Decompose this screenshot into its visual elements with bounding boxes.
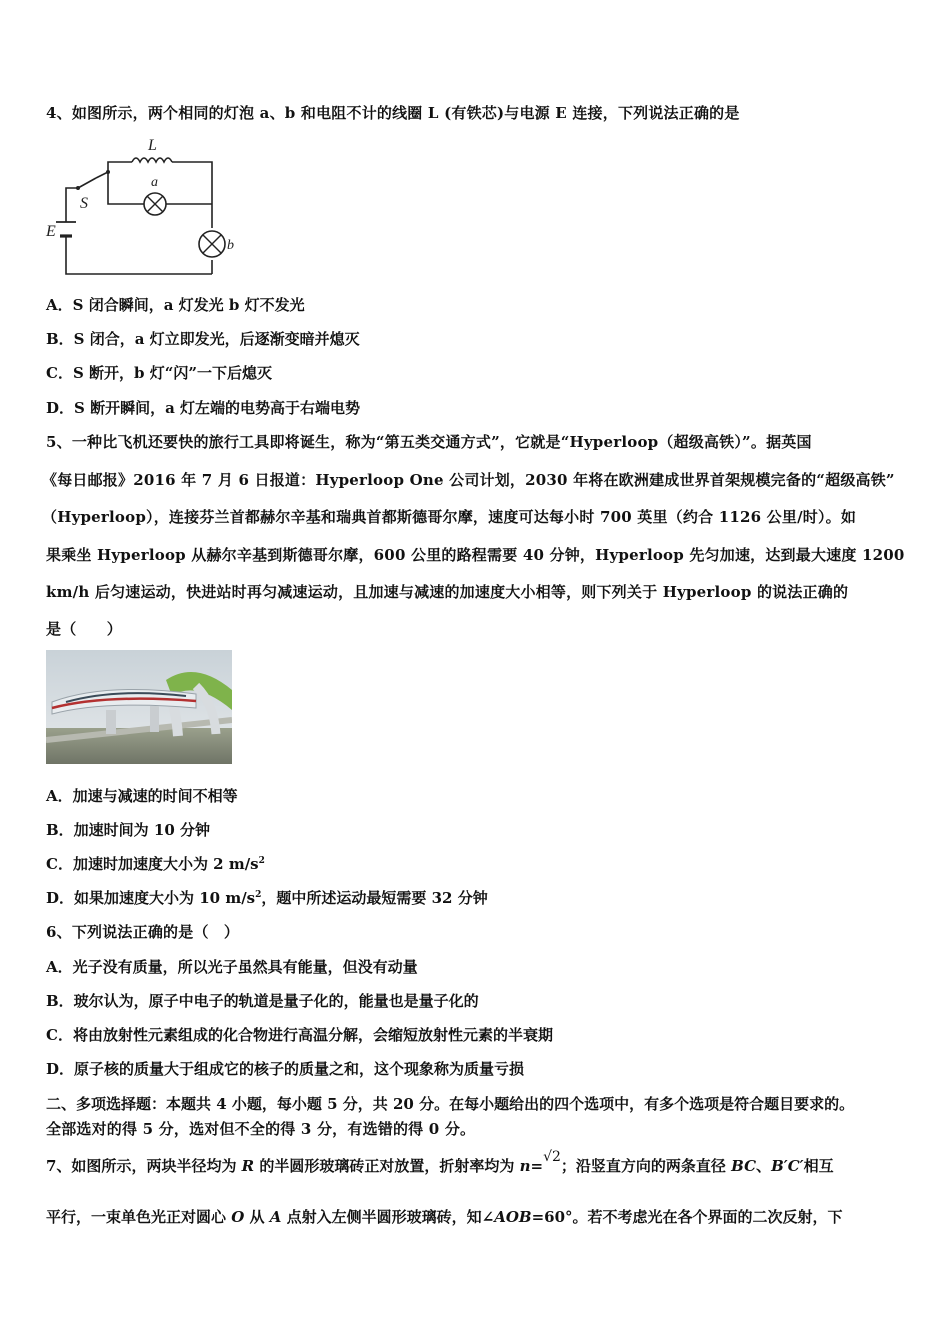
q7-text-1d: 相互	[803, 1157, 834, 1175]
q7-text-1c: ；沿竖直方向的两条直径	[560, 1157, 732, 1175]
q7-text-2c: 点射入左侧半圆形玻璃砖，知∠	[281, 1208, 495, 1226]
q5-line-1: 5、一种比飞机还要快的旅行工具即将诞生，称为“第五类交通方式”，它就是“Hyperloop（超级高铁）”。据英国	[46, 433, 812, 451]
label-b: b	[227, 238, 234, 253]
q6-stem: 6、下列说法正确的是（ ）	[46, 923, 240, 941]
q6-option-b: B．玻尔认为，原子中电子的轨道是量子化的，能量也是量子化的	[46, 992, 479, 1010]
q5-line-3: （Hyperloop），连接芬兰首都赫尔辛基和瑞典首都斯德哥尔摩，速度可达每小时 700 英里（约合 1126 公里/时）。如	[42, 508, 857, 526]
hyperloop-photo	[46, 650, 232, 764]
q7-text-2b: 从	[244, 1208, 270, 1226]
q7-text-1a: 7、如图所示，两块半径均为	[46, 1157, 242, 1175]
q5-option-d	[46, 887, 488, 908]
q6-option-a: A．光子没有质量，所以光子虽然具有能量，但没有动量	[46, 958, 418, 976]
q7-var-O: O	[231, 1208, 245, 1226]
label-a: a	[151, 175, 158, 190]
q7-var-AOB: AOB	[494, 1208, 532, 1226]
q5-option-d-sup: 2	[255, 890, 262, 900]
q5-line-2: 《每日邮报》2016 年 7 月 6 日报道：Hyperloop One 公司计划，2030 年将在欧洲建成世界首架规模完备的“超级高铁”	[42, 471, 895, 489]
q4-option-d: D．S 断开瞬间，a 灯左端的电势高于右端电势	[46, 399, 361, 417]
q5-option-c-text: C．加速时加速度大小为 2 m/s	[46, 855, 259, 873]
q7-var-n: n	[519, 1157, 531, 1175]
q5-option-c-sup: 2	[258, 856, 265, 866]
q7-var-A: A	[269, 1208, 282, 1226]
q7-eq: =	[530, 1157, 544, 1175]
q4-option-a: A．S 闭合瞬间，a 灯发光 b 灯不发光	[46, 296, 305, 314]
label-S: S	[80, 195, 88, 212]
q7-var-R: R	[241, 1157, 255, 1175]
q4-option-b: B．S 闭合，a 灯立即发光，后逐渐变暗并熄灭	[46, 330, 360, 348]
q5-option-c	[46, 853, 265, 874]
q7-dun: 、	[756, 1157, 772, 1175]
q5-line-4: 果乘坐 Hyperloop 从赫尔辛基到斯德哥尔摩，600 公里的路程需要 40 分钟，Hyperloop 先匀加速，达到最大速度 1200	[46, 546, 905, 564]
q7-text-1b: 的半圆形玻璃砖正对放置，折射率均为	[254, 1157, 520, 1175]
q5-option-a: A．加速与减速的时间不相等	[46, 787, 238, 805]
switch-contact-right	[106, 170, 110, 174]
q5-option-d-text: D．如果加速度大小为 10 m/s	[46, 889, 256, 907]
lamp-b-icon	[199, 231, 225, 257]
q7-text-2a: 平行，一束单色光正对圆心	[46, 1208, 232, 1226]
q4-option-c: C．S 断开，b 灯“闪”一下后熄灭	[46, 364, 272, 382]
q5-option-b: B．加速时间为 10 分钟	[46, 821, 210, 839]
q7-var-BpCp: B′C′	[771, 1157, 804, 1175]
q5-option-d-tail: ，题中所述运动最短需要 32 分钟	[261, 889, 488, 907]
circuit-diagram	[44, 132, 244, 280]
q7-text-2d: =60°。若不考虑光在各个界面的二次反射，下	[531, 1208, 843, 1226]
q7-var-BC: BC	[731, 1157, 757, 1175]
q6-option-c: C．将由放射性元素组成的化合物进行高温分解，会缩短放射性元素的半衰期	[46, 1026, 553, 1044]
q5-line-6: 是（ ）	[46, 620, 123, 638]
label-E: E	[46, 223, 56, 240]
q7-line-1	[46, 1149, 834, 1176]
lamp-a-icon	[144, 193, 166, 215]
q4-stem: 4、如图所示，两个相同的灯泡 a、b 和电阻不计的线圈 L (有铁芯)与电源 E 连接，下列说法正确的是	[46, 104, 740, 122]
label-L: L	[148, 137, 157, 154]
section2-line-1: 二、多项选择题：本题共 4 小题，每小题 5 分，共 20 分。在每小题给出的四个选项中，有多个选项是符合题目要求的。	[46, 1095, 855, 1113]
section2-line-2: 全部选对的得 5 分，选对但不全的得 3 分，有选错的得 0 分。	[46, 1120, 476, 1138]
q5-line-5: km/h 后匀速运动，快进站时再匀减速运动，且加速与减速的加速度大小相等，则下列关于 Hyperloop 的说法正确的	[46, 583, 849, 601]
q7-sqrt2: √2	[543, 1149, 561, 1165]
q7-line-2	[46, 1206, 843, 1227]
q6-option-d: D．原子核的质量大于组成它的核子的质量之和，这个现象称为质量亏损	[46, 1060, 525, 1078]
switch-contact-left	[76, 186, 80, 190]
